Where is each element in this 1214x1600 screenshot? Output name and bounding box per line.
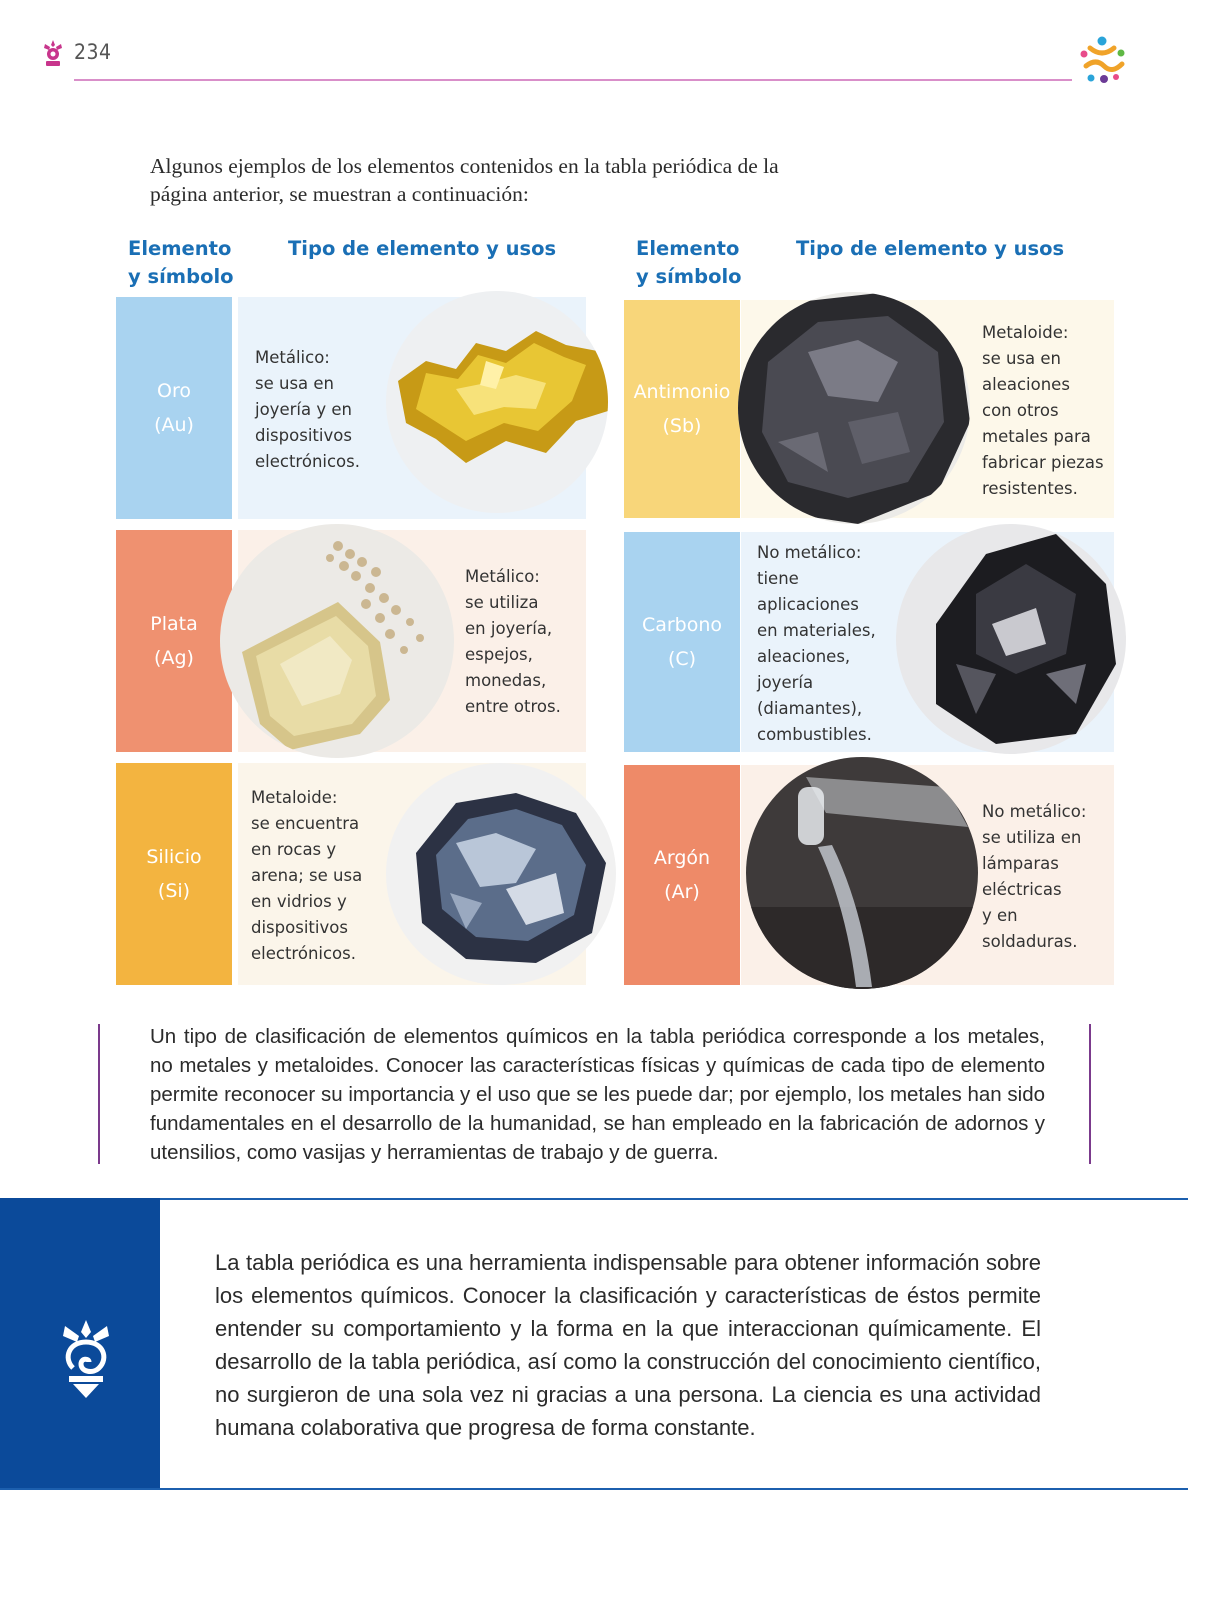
element-name: Argón — [653, 847, 711, 869]
element-description: No metálico: tiene aplicaciones en materiales, aleaciones, joyería (diamantes), combustibles. — [757, 543, 876, 744]
closing-text: La tabla periódica es una herramienta indispensable para obtener información sobre los elementos químicos. Conocer la clasificación y características de éstos permite entender su comportamiento y la forma en la que interaccionan químicamente. El desarrollo de la tabla periódica, así como la construcción del conocimiento científico, no surgieron de una sola vez ni gracias a una persona. La ciencia es una actividad humana colaborativa que progresa de forma constante. — [215, 1250, 1041, 1440]
element-symbol: (C) — [667, 648, 697, 670]
carbon-photo — [896, 524, 1126, 754]
right-element-header-line2: y símbolo — [636, 265, 742, 288]
left-element-header — [128, 235, 234, 291]
classification-paragraph: Un tipo de clasificación de elementos químicos en la tabla periódica corresponde a los metales, no metales y metaloides. Conocer las características físicas y químicas de cada tipo de elemento permite reconocer su importancia y el uso que se les puede dar; por ejemplo, los metales han sido fundamentales en el desarrollo de la humanidad, se han empleado en la fabricación de adornos y utensilios, como vasijas y herramientas de trabajo y de guerra. — [150, 1025, 1045, 1164]
paragraph-right-rule — [1089, 1024, 1091, 1164]
header-rule — [74, 79, 1072, 81]
element-description: No metálico: se utiliza en lámparas eléctricas y en soldaduras. — [982, 802, 1087, 951]
symbol-box — [116, 763, 232, 985]
left-usage-header: Tipo de elemento y usos — [288, 237, 557, 260]
element-description: Metálico: se usa en joyería y en dispositivos electrónicos. — [255, 348, 360, 471]
element-card-antimonio — [624, 300, 1114, 518]
paragraph-left-rule — [98, 1024, 100, 1164]
plant-ornament-icon — [55, 1318, 117, 1400]
element-name: Silicio — [146, 846, 202, 868]
closing-bottom-rule — [0, 1488, 1188, 1490]
symbol-box — [624, 765, 740, 985]
silicon-photo — [386, 763, 616, 985]
element-description: Metaloide: se encuentra en rocas y arena; se usa en vidrios y dispositivos electrónicos. — [251, 788, 363, 963]
flower-ornament-icon — [40, 38, 66, 68]
gold-crystal-photo — [386, 291, 608, 513]
element-card-argon — [624, 765, 1114, 985]
right-element-header-line1: Elemento — [636, 237, 740, 260]
symbol-box — [116, 297, 232, 519]
element-name: Plata — [150, 613, 198, 635]
symbol-box — [116, 530, 232, 752]
element-symbol: (Ag) — [154, 647, 194, 669]
intro-text: Algunos ejemplos de los elementos contenidos en la tabla periódica de la página anterior, se muestran a continuación: — [150, 154, 779, 206]
element-symbol: (Ar) — [664, 881, 700, 903]
figures-logo-icon — [1076, 34, 1132, 86]
argon-photo — [746, 757, 978, 989]
symbol-box — [624, 300, 740, 518]
element-symbol: (Au) — [154, 414, 194, 436]
left-element-header-line1: Elemento — [128, 237, 232, 260]
element-description: Metálico: se utiliza en joyería, espejos, monedas, entre otros. — [465, 567, 561, 716]
page-number: 234 — [74, 40, 112, 64]
element-card-silicio — [116, 763, 586, 985]
element-card-oro — [116, 297, 586, 519]
element-card-plata — [116, 530, 586, 752]
element-name: Antimonio — [633, 381, 731, 403]
symbol-box — [624, 532, 740, 752]
element-description: Metaloide: se usa en aleaciones con otros metales para fabricar piezas resistentes. — [982, 323, 1104, 498]
closing-top-rule — [160, 1198, 1188, 1200]
element-symbol: (Sb) — [662, 415, 702, 437]
element-symbol: (Si) — [157, 880, 191, 902]
element-name: Carbono — [641, 614, 723, 636]
antimony-photo — [738, 292, 970, 524]
right-element-header — [636, 235, 742, 291]
silver-photo — [220, 524, 454, 758]
left-element-header-line2: y símbolo — [128, 265, 234, 288]
element-card-carbono — [624, 532, 1114, 752]
right-usage-header: Tipo de elemento y usos — [796, 237, 1065, 260]
element-name: Oro — [157, 380, 191, 402]
